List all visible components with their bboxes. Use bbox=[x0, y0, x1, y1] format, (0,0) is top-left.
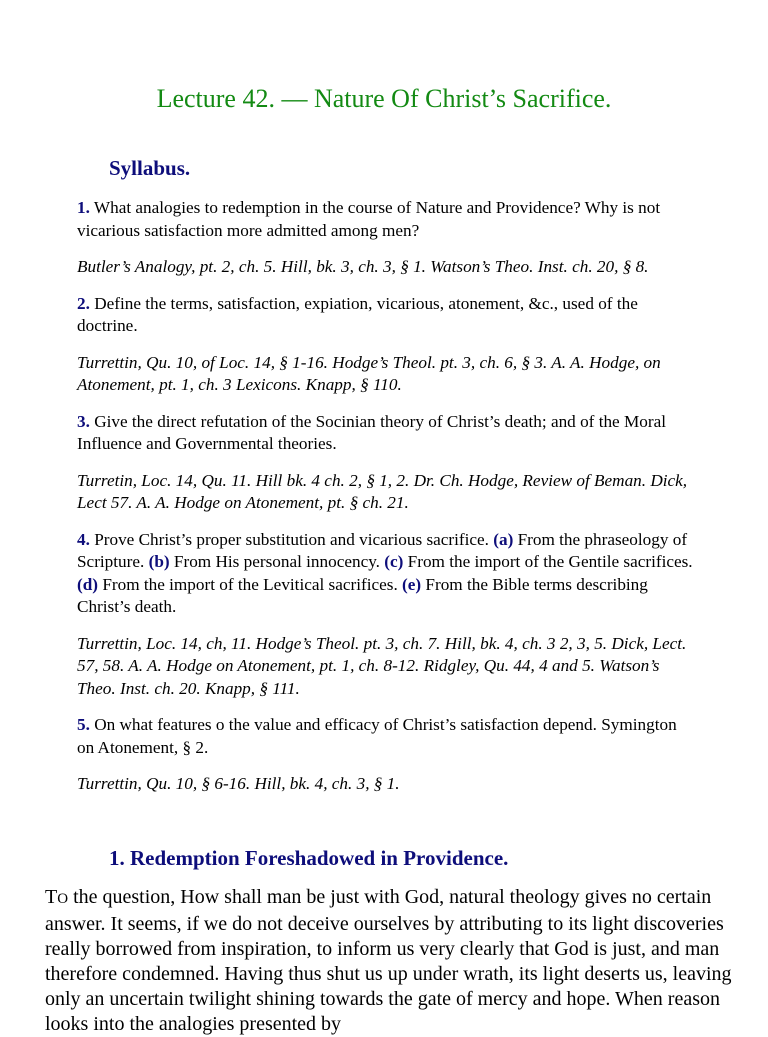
question-number: 5. bbox=[77, 715, 90, 734]
question-text: From the import of the Gentile sacrifices. bbox=[403, 552, 693, 571]
subpoint-marker-a: (a) bbox=[493, 529, 514, 549]
question-number: 1. bbox=[77, 198, 90, 217]
subpoint-marker-c: (c) bbox=[384, 552, 404, 571]
question-text: From the phraseology of Scripture. bbox=[77, 529, 688, 571]
subpoint-marker-b: (b) bbox=[148, 552, 170, 571]
syllabus-item-1 bbox=[77, 197, 697, 279]
dropcap-smallcap: O bbox=[57, 891, 69, 907]
paragraph-text: the question, How shall man be just with God, natural theology gives no certain answer. It seems, if we do not deceive ourselves by attributing to its light discoveries really borrowed from inspiration, to inform us very clearly that God is just, and man therefore condemned. Having thus shut us up under wrath, its light deserts us, leaving only an uncertain twilight shining towards the gate of mercy and hope. When reason looks into the analogies presented by bbox=[45, 886, 732, 1035]
reference-2: Turrettin, Qu. 10, of Loc. 14, § 1-16. Hodge’s Theol. pt. 3, ch. 6, § 3. A. A. Hodge, on Atonement, pt. 1, ch. 3 Lexicons. Knapp, § 110. bbox=[77, 352, 661, 394]
dropcap-letter: T bbox=[45, 886, 58, 908]
syllabus-list bbox=[77, 197, 697, 810]
question-5 bbox=[77, 714, 697, 759]
page-title: Lecture 42. — Nature Of Christ’s Sacrifice. bbox=[156, 84, 612, 113]
question-text: Give the direct refutation of the Socinian theory of Christ’s death; and of the Moral Influence and Governmental theories. bbox=[77, 411, 666, 453]
question-text: From the import of the Levitical sacrifices. bbox=[98, 574, 403, 594]
syllabus-item-3 bbox=[77, 411, 697, 515]
question-text: Prove Christ’s proper substitution and vicarious sacrifice. bbox=[94, 529, 494, 549]
question-number: 2. bbox=[77, 293, 90, 313]
reference-1: Butler’s Analogy, pt. 2, ch. 5. Hill, bk. 3, ch. 3, § 1. Watson’s Theo. Inst. ch. 20, § 8. bbox=[77, 257, 649, 276]
syllabus-item-5 bbox=[77, 714, 697, 796]
syllabus-item-2 bbox=[77, 293, 697, 397]
question-1 bbox=[77, 197, 697, 242]
question-text: From the Bible terms describing Christ’s death. bbox=[77, 574, 648, 616]
reference-4: Turrettin, Loc. 14, ch, 11. Hodge’s Theol. pt. 3, ch. 7. Hill, bk. 4, ch. 3 2, 3, 5. Dick, Lect. 57, 58. A. A. Hodge on Atonement, pt. 1, ch. 8-12. Ridgley, Qu. 44, 4 and 5. Watson’s Theo. Inst. ch. 20. Knapp, § 111. bbox=[77, 633, 687, 698]
question-3 bbox=[77, 411, 697, 456]
section-heading: 1. Redemption Foreshadowed in Providence. bbox=[109, 846, 509, 870]
syllabus-item-4 bbox=[77, 529, 697, 701]
question-number: 3. bbox=[77, 411, 90, 431]
reference-3: Turretin, Loc. 14, Qu. 11. Hill bk. 4 ch. 2, § 1, 2. Dr. Ch. Hodge, Review of Beman. Dick, Lect 57. A. A. Hodge on Atonement, pt. § ch. 21. bbox=[77, 470, 688, 512]
question-4 bbox=[77, 529, 697, 619]
question-2 bbox=[77, 293, 697, 338]
question-text: On what features o the value and efficacy of Christ’s satisfaction depend. Symington on Atonement, § 2. bbox=[77, 715, 677, 757]
subpoint-marker-e: (e) bbox=[402, 574, 422, 594]
body-paragraph bbox=[45, 885, 735, 1037]
question-text: Define the terms, satisfaction, expiation, vicarious, atonement, &c., used of the doctrine. bbox=[77, 293, 638, 335]
reference-5: Turrettin, Qu. 10, § 6-16. Hill, bk. 4, ch. 3, § 1. bbox=[77, 774, 400, 793]
subpoint-marker-d: (d) bbox=[77, 574, 99, 594]
question-text: From His personal innocency. bbox=[169, 552, 385, 571]
question-text: What analogies to redemption in the course of Nature and Providence? Why is not vicarious satisfaction more admitted among men? bbox=[77, 198, 661, 240]
syllabus-heading: Syllabus. bbox=[109, 156, 191, 180]
question-number: 4. bbox=[77, 529, 90, 549]
